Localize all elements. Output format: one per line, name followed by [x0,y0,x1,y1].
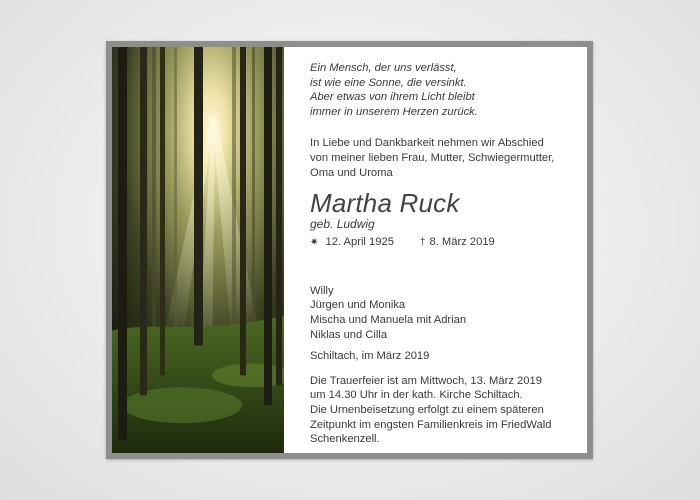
death-cross-icon: † [419,237,426,249]
death-date-text: 8. März 2019 [429,236,495,249]
family-list [310,284,573,342]
family-member: Willy [310,284,334,297]
memorial-poem [310,61,573,119]
forest-sunbeams-photo [112,47,284,453]
birth-star-icon: ✷ [310,237,319,249]
obituary-card [106,41,593,459]
notice-line: Die Trauerfeier ist am Mittwoch, 13. März 2019 [310,374,542,387]
family-member: Mischa und Manuela mit Adrian [310,313,467,326]
poem-line: immer in unserem Herzen zurück. [310,105,478,118]
funeral-notice [310,374,573,447]
intro-line: von meiner lieben Frau, Mutter, Schwiegermutter, [310,151,555,164]
family-member: Niklas und Cilla [310,328,388,341]
birth-date [310,235,394,251]
maiden-name: geb. Ludwig [310,217,375,232]
notice-line: Schenkenzell. [310,433,380,446]
deceased-name: Martha Ruck [310,188,460,219]
place-date: Schiltach, im März 2019 [310,350,430,363]
life-dates [310,235,573,251]
notice-line: um 14.30 Uhr in der kath. Kirche Schiltach. [310,389,523,402]
intro-line: Oma und Uroma [310,166,393,179]
notice-line: Zeitpunkt im engsten Familienkreis im FriedWald [310,418,552,431]
poem-line: ist wie eine Sonne, die versinkt. [310,76,467,89]
family-member: Jürgen und Monika [310,299,406,312]
notice-line: Die Urnenbeisetzung erfolgt zu einem späteren [310,403,544,416]
poem-line: Aber etwas von ihrem Licht bleibt [310,91,475,104]
poem-line: Ein Mensch, der uns verlässt, [310,62,457,74]
death-date [420,235,495,251]
obituary-content [111,46,588,454]
farewell-intro [310,136,573,180]
birth-date-text: 12. April 1925 [325,236,394,249]
intro-line: In Liebe und Dankbarkeit nehmen wir Abschied [310,137,544,150]
obituary-text [310,61,573,447]
